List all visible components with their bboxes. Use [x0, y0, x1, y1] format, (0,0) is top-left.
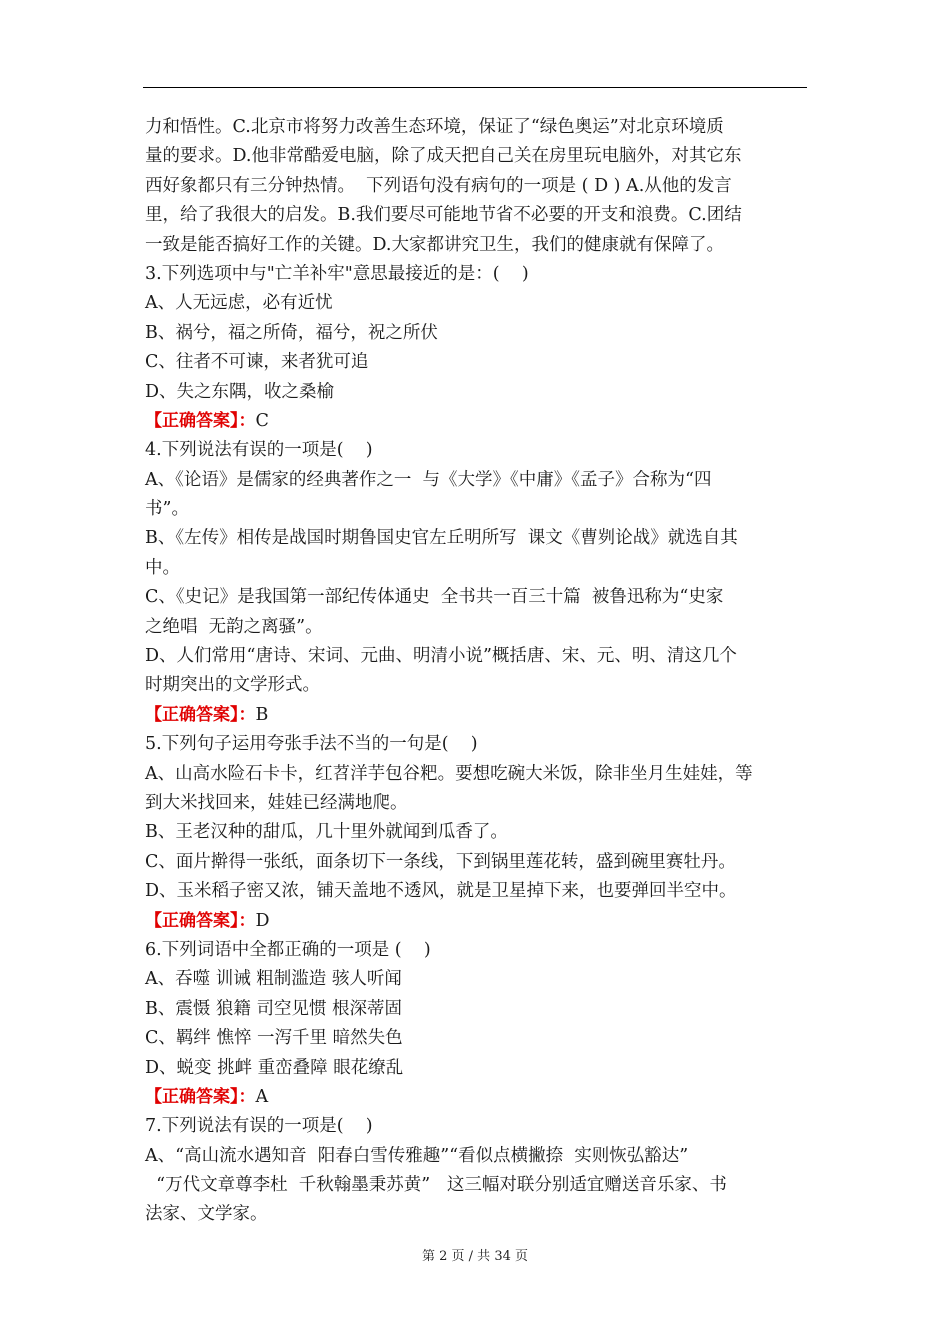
answer-value: A: [255, 1086, 269, 1107]
option-line: B、震慑 狼籍 司空见惯 根深蒂固: [145, 998, 403, 1019]
option-line: C、《史记》是我国第一部纪传体通史 全书共一百三十篇 被鲁迅称为“史家: [145, 587, 724, 608]
question-3-stem: 3.下列选项中与"亡羊补牢"意思最接近的是：( ): [145, 263, 529, 284]
page-footer: 第 2 页 / 共 34 页: [422, 1249, 528, 1264]
option-c: C、往者不可谏，来者犹可追: [145, 352, 369, 373]
option-line: D、蜕变 挑衅 重峦叠障 眼花缭乱: [145, 1057, 404, 1078]
option-line: D、玉米稻子密又浓，铺天盖地不透风，就是卫星掉下来，也要弹回半空中。: [145, 881, 737, 902]
option-line: 中。: [145, 557, 180, 578]
text-line: 里，给了我很大的启发。B.我们要尽可能地节省不必要的开支和浪费。C.团结: [145, 205, 742, 226]
option-line: 到大米找回来，娃娃已经满地爬。: [145, 792, 408, 813]
option-line: A、“高山流水遇知音 阳春白雪传雅趣”“看似点横撇捺 实则恢弘豁达”: [145, 1145, 689, 1166]
answer-value: D: [255, 910, 270, 931]
question-5-stem: 5.下列句子运用夸张手法不当的一句是( ): [145, 734, 478, 755]
question-6-stem: 6.下列词语中全都正确的一项是 ( ): [145, 939, 431, 960]
option-b: B、祸兮，福之所倚，福兮，祝之所伏: [145, 322, 438, 343]
question-4-stem: 4.下列说法有误的一项是( ): [145, 440, 373, 461]
text-line: 量的要求。D.他非常酷爱电脑，除了成天把自己关在房里玩电脑外，对其它东: [145, 146, 742, 167]
answer-value: B: [255, 704, 269, 725]
answer-line: [145, 907, 809, 936]
option-line: 法家、文学家。: [145, 1204, 268, 1225]
answer-label: 【正确答案】：: [145, 410, 256, 431]
text-line: 力和悟性。C.北京市将努力改善生态环境，保证了“绿色奥运”对北京环境质: [145, 117, 724, 137]
option-line: B、王老汉种的甜瓜，几十里外就闻到瓜香了。: [145, 822, 508, 843]
option-line: “万代文章尊李杜 千秋翰墨秉苏黄” 这三幅对联分别适宜赠送音乐家、书: [145, 1175, 727, 1196]
option-line: 之绝唱 无韵之离骚”。: [145, 616, 323, 637]
option-line: C、羁绊 憔悴 一泻千里 暗然失色: [145, 1028, 403, 1049]
header-rule: [143, 87, 807, 88]
option-line: C、面片擀得一张纸，面条切下一条线，下到锅里莲花转，盛到碗里赛牡丹。: [145, 851, 736, 872]
text-line: 一致是能否搞好工作的关键。D.大家都讲究卫生，我们的健康就有保障了。: [145, 234, 724, 255]
option-line: 时期突出的文学形式。: [145, 675, 320, 696]
answer-value: C: [255, 410, 269, 431]
answer-line: [145, 701, 809, 730]
answer-line: [145, 407, 809, 436]
option-line: A、山高水险石卡卡，红苕洋芋包谷粑。要想吃碗大米饭，除非坐月生娃娃，等: [145, 763, 753, 784]
answer-label: 【正确答案】：: [145, 704, 256, 725]
option-d: D、失之东隅，收之桑榆: [145, 381, 335, 402]
question-7-stem: 7.下列说法有误的一项是( ): [145, 1116, 373, 1137]
text-line: 西好象都只有三分钟热情。 下列语句没有病句的一项是 ( D ) A.从他的发言: [145, 175, 732, 196]
option-line: B、《左传》相传是战国时期鲁国史官左丘明所写 课文《曹刿论战》就选自其: [145, 528, 738, 549]
page-content: [145, 113, 809, 1230]
option-a: A、人无远虑，必有近忧: [145, 293, 333, 314]
option-line: A、吞噬 训诫 粗制滥造 骇人听闻: [145, 969, 402, 990]
answer-label: 【正确答案】：: [145, 910, 256, 931]
option-line: D、人们常用“唐诗、宋词、元曲、明清小说”概括唐、宋、元、明、清这几个: [145, 646, 737, 667]
option-line: A、《论语》是儒家的经典著作之一 与《大学》《中庸》《孟子》合称为“四: [145, 469, 712, 490]
answer-label: 【正确答案】：: [145, 1086, 256, 1107]
answer-line: [145, 1083, 809, 1112]
option-line: 书”。: [145, 499, 189, 520]
